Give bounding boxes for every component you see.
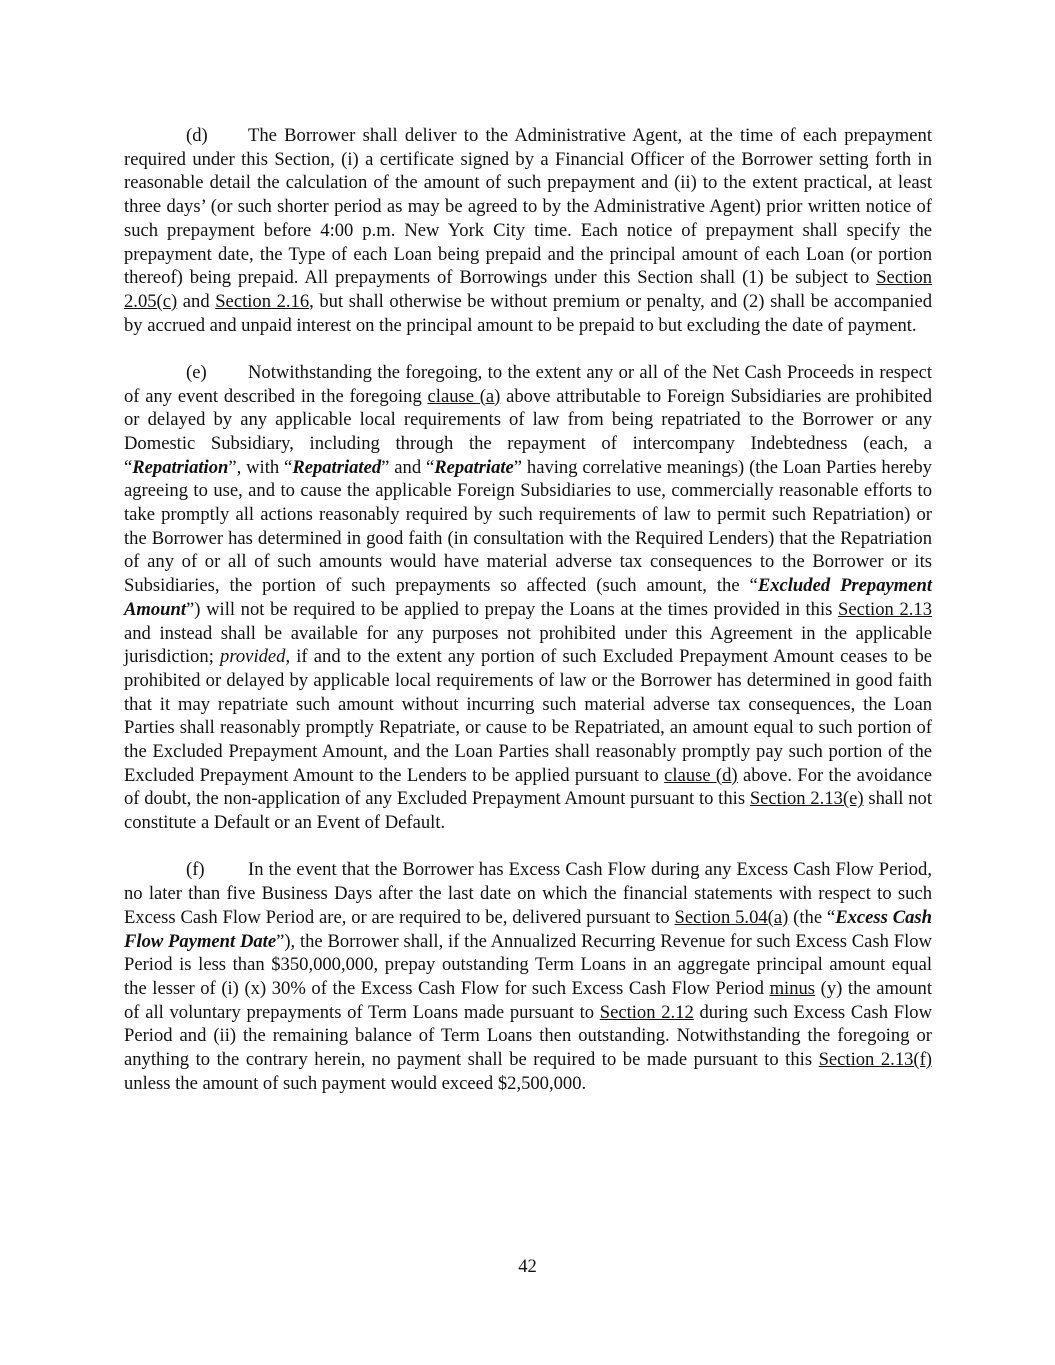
paragraph-text: , but shall otherwise be without premium or penalty, and (2) shall be accompanied by accrued and unpaid interest on the principal amount to be prepaid to but excluding the date of payment. xyxy=(124,290,932,336)
section-reference: Section 5.04(a) xyxy=(674,906,789,928)
paragraph-text: during such Excess Cash Flow Period and (ii) the remaining balance of Term Loans then outstanding. Notwithstanding the foregoing or anything to the contrary herein, no payment shall be required to be made pursuant to this xyxy=(124,1001,933,1071)
paragraph-text: The Borrower shall deliver to the Administrative Agent, at the time of each prepayment required under this Section, (i) a certificate signed by a Financial Officer of the Borrower setting forth in reasonable detail the calculation of the amount of such prepayment and (ii) to the extent practical, at least three days’ (or such shorter period as may be agreed to by the Administrative Agent) prior written notice of such prepayment before 4:00 p.m. New York City time. Each notice of prepayment shall specify the prepayment date, the Type of each Loan being prepaid and the principal amount of each Loan (or portion thereof) being prepaid. All prepayments of Borrowings under this Section shall (1) be subject to xyxy=(124,125,932,289)
section-reference: Section 2.16 xyxy=(215,290,310,312)
paragraph-text: ” and “ xyxy=(381,456,435,478)
defined-term: Repatriated xyxy=(292,456,382,478)
document-page xyxy=(124,124,932,1119)
defined-term: Excluded Prepayment Amount xyxy=(124,575,932,620)
paragraph-e xyxy=(124,361,932,835)
paragraph-text: shall not constitute a Default or an Event of Default. xyxy=(124,788,932,834)
paragraph-text: ”, with “ xyxy=(228,456,293,478)
section-reference: Section 2.13(e) xyxy=(749,788,864,810)
page-number: 42 xyxy=(518,1256,537,1277)
section-reference: Section 2.12 xyxy=(599,1001,694,1023)
paragraph-text: Notwithstanding the foregoing, to the extent any or all of the Net Cash Proceeds in respect of any event described in the foregoing xyxy=(124,361,932,407)
paragraph-text: In the event that the Borrower has Excess Cash Flow during any Excess Cash Flow Period, no later than five Business Days after the last date on which the financial statements with respect to such Excess Cash Flow Period are, or are required to be, delivered pursuant to xyxy=(124,859,932,928)
paragraph-text: and instead shall be available for any purposes not prohibited under this Agreement in the applicable jurisdiction; xyxy=(124,622,932,668)
underlined-term: minus xyxy=(769,977,816,999)
paragraph-text: ” having correlative meanings) (the Loan Parties hereby agreeing to use, and to cause the applicable Foreign Subsidiaries to use, commercially reasonable efforts to take promptly all actions reasonably required by such requirements of law to permit such Repatriation) or the Borrower has determined in good faith (in consultation with the Required Lenders) that the Repatriation of any of or all of such amounts would have material adverse tax consequences to the Borrower or its Subsidiaries, the portion of such prepayments so affected (such amount, the “ xyxy=(124,456,932,597)
paragraph-f xyxy=(124,858,932,1095)
paragraph-text: and xyxy=(177,290,216,312)
paragraph-d xyxy=(124,124,932,337)
clause-reference: clause (d) xyxy=(664,764,738,786)
paragraph-text: (y) the amount of all voluntary prepayments of Term Loans made pursuant to xyxy=(124,977,932,1023)
paragraph-text: , if and to the extent any portion of such Excluded Prepayment Amount ceases to be prohibited or delayed by applicable local requirements of law or the Borrower has determined in good faith that it may repatriate such amount without incurring such material adverse tax consequences, the Loan Parties shall reasonably promptly Repatriate, or cause to be Repatriated, an amount equal to such portion of the Excluded Prepayment Amount, and the Loan Parties shall reasonably promptly pay such portion of the Excluded Prepayment Amount to the Lenders to be applied pursuant to xyxy=(124,646,933,786)
paragraph-text: above attributable to Foreign Subsidiaries are prohibited or delayed by any applicable local requirements of law from being repatriated to the Borrower or any Domestic Subsidiary, including through the repayment of intercompany Indebtedness (each, a “ xyxy=(124,385,932,478)
paragraph-label: (e) xyxy=(186,361,207,383)
paragraph-text: ”) will not be required to be applied to prepay the Loans at the times provided in this xyxy=(186,598,839,620)
paragraph-label: (f) xyxy=(186,859,205,881)
paragraph-text: (the “ xyxy=(788,906,836,928)
section-reference: Section 2.05(c) xyxy=(124,267,932,312)
defined-term: Excess Cash Flow Payment Date xyxy=(124,906,932,952)
paragraph-text: ”), the Borrower shall, if the Annualized Recurring Revenue for such Excess Cash Flow Period is less than $350,000,000, prepay outstanding Term Loans in an aggregate principal amount equal the lesser of (i) (x) 30% of the Excess Cash Flow for such Excess Cash Flow Period xyxy=(124,930,932,999)
defined-term: Repatriation xyxy=(132,456,229,478)
paragraph-text: unless the amount of such payment would exceed $2,500,000. xyxy=(124,1072,587,1094)
paragraph-text: above. For the avoidance of doubt, the non-application of any Excluded Prepayment Amount pursuant to this xyxy=(124,764,932,810)
paragraph-label: (d) xyxy=(186,125,208,146)
section-reference: Section 2.13 xyxy=(838,598,932,620)
defined-term: Repatriate xyxy=(434,456,514,478)
italic-term: provided xyxy=(220,646,286,668)
clause-reference: clause (a) xyxy=(427,385,501,407)
section-reference: Section 2.13(f) xyxy=(818,1049,932,1071)
